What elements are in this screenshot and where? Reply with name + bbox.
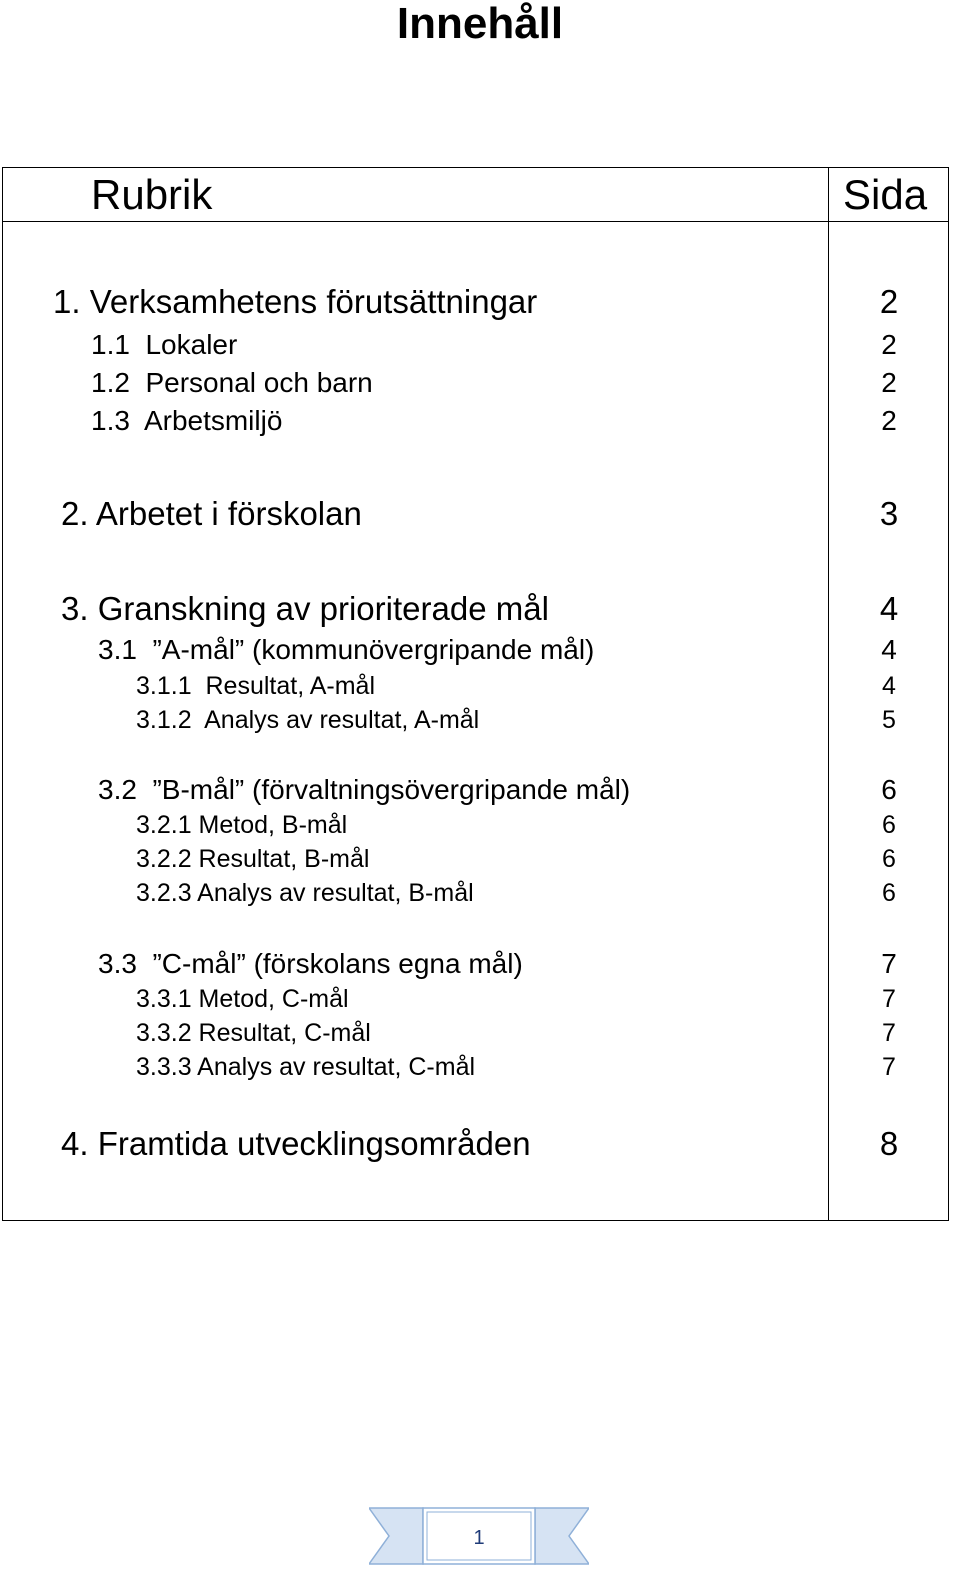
toc-page-1: 2 bbox=[879, 283, 899, 320]
page-title: Innehåll bbox=[396, 0, 564, 48]
toc-entry-3-1: 3.1 ”A-mål” (kommunövergripande mål) bbox=[98, 634, 595, 665]
toc-entry-1-1: 1.1 Lokaler bbox=[91, 329, 238, 360]
toc-entry-3-3: 3.3 ”C-mål” (förskolans egna mål) bbox=[98, 948, 523, 979]
toc-entry-3-2-1: 3.2.1 Metod, B-mål bbox=[136, 811, 348, 839]
toc-page-3-3-1: 7 bbox=[882, 985, 896, 1013]
toc-page-3-2-2: 6 bbox=[882, 845, 896, 873]
header-sida: Sida bbox=[843, 171, 928, 218]
toc-entry-1-2: 1.2 Personal och barn bbox=[91, 367, 373, 398]
toc-page-3-2: 6 bbox=[881, 774, 897, 805]
toc-page-3-3-2: 7 bbox=[882, 1019, 896, 1047]
toc-page-1-2: 2 bbox=[881, 367, 897, 398]
toc-entry-3-2-3: 3.2.3 Analys av resultat, B-mål bbox=[136, 879, 474, 907]
toc-page-3-3: 7 bbox=[881, 948, 897, 979]
header-rubrik: Rubrik bbox=[91, 171, 213, 218]
toc-page-4: 8 bbox=[879, 1125, 899, 1162]
toc-entry-1-3: 1.3 Arbetsmiljö bbox=[91, 405, 283, 436]
toc-page-3-1: 4 bbox=[881, 634, 897, 665]
toc-table bbox=[2, 167, 949, 1221]
toc-entry-3-1-2: 3.1.2 Analys av resultat, A-mål bbox=[136, 706, 480, 734]
toc-page-3-1-1: 4 bbox=[882, 672, 896, 700]
toc-page-1-1: 2 bbox=[881, 329, 897, 360]
header-divider bbox=[3, 221, 948, 222]
toc-entry-4: 4. Framtida utvecklingsområden bbox=[61, 1125, 531, 1162]
toc-entry-3-3-2: 3.3.2 Resultat, C-mål bbox=[136, 1019, 371, 1047]
toc-page-3-2-1: 6 bbox=[882, 811, 896, 839]
toc-entry-3-2-2: 3.2.2 Resultat, B-mål bbox=[136, 845, 370, 873]
toc-entry-3-3-1: 3.3.1 Metod, C-mål bbox=[136, 985, 349, 1013]
toc-page-1-3: 2 bbox=[881, 405, 897, 436]
toc-entry-3-2: 3.2 ”B-mål” (förvaltningsövergripande mål) bbox=[98, 774, 631, 805]
toc-page-2: 3 bbox=[879, 495, 899, 532]
page-number: 1 bbox=[473, 1527, 485, 1549]
toc-entry-1: 1. Verksamhetens förutsättningar bbox=[53, 283, 538, 320]
toc-page-3-1-2: 5 bbox=[882, 706, 896, 734]
page-number-banner bbox=[369, 1506, 589, 1566]
toc-entry-3-1-1: 3.1.1 Resultat, A-mål bbox=[136, 672, 376, 700]
toc-page-3-2-3: 6 bbox=[882, 879, 896, 907]
toc-page-3-3-3: 7 bbox=[882, 1053, 896, 1081]
toc-entry-3: 3. Granskning av prioriterade mål bbox=[61, 590, 549, 627]
toc-entry-2: 2. Arbetet i förskolan bbox=[61, 495, 362, 532]
toc-page-3: 4 bbox=[879, 590, 899, 627]
toc-entry-3-3-3: 3.3.3 Analys av resultat, C-mål bbox=[136, 1053, 476, 1081]
